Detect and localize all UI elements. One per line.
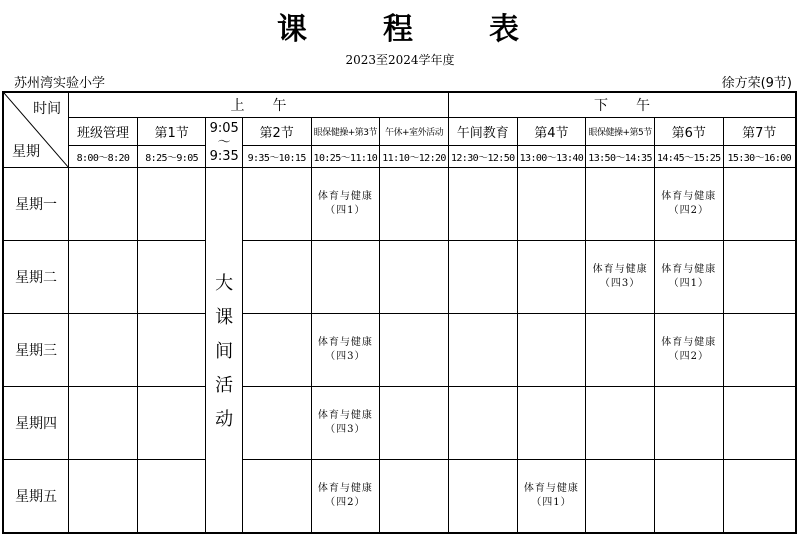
day-name: 星期四: [3, 387, 69, 460]
lesson-cell: [380, 314, 449, 387]
lesson-cell: [723, 241, 796, 314]
day-name: 星期五: [3, 460, 69, 534]
lesson-cell: [654, 460, 723, 534]
lesson-cell: [723, 387, 796, 460]
lesson-cell: [448, 241, 517, 314]
course-name: 体育与健康: [317, 191, 373, 202]
lesson-cell: [448, 168, 517, 241]
day-row: [3, 387, 796, 460]
lesson-cell: [517, 168, 586, 241]
timetable: [2, 91, 797, 534]
period-header: 第7节: [723, 118, 796, 146]
course-class: （四2）: [325, 497, 366, 508]
lesson-cell: [69, 387, 138, 460]
period-time: 14:45～15:25: [654, 146, 723, 168]
lesson-cell: [380, 460, 449, 534]
academic-year: 2023至2024学年度: [345, 53, 455, 67]
morning-header: 上 午: [69, 92, 449, 118]
lesson-cell: [586, 241, 655, 314]
school-name: 苏州湾实验小学: [14, 76, 106, 91]
lesson-cell: [311, 460, 380, 534]
teacher-name: 徐方荣(9节): [721, 76, 792, 91]
period-header: 午间教育: [448, 118, 517, 146]
lesson-cell: [723, 460, 796, 534]
big-break-activity: 大 课 间 活 动: [206, 168, 242, 534]
lesson-cell: [654, 241, 723, 314]
lesson-cell: [311, 168, 380, 241]
lesson-cell: [723, 314, 796, 387]
period-header: 班级管理: [69, 118, 138, 146]
lesson-cell: [586, 168, 655, 241]
lesson-cell: [242, 387, 311, 460]
lesson-cell: [380, 241, 449, 314]
course-name: 体育与健康: [661, 264, 717, 275]
period-header: 眼保健操+第5节: [586, 118, 655, 146]
period-time: 8:00～8:20: [69, 146, 138, 168]
time-label: 时间: [33, 101, 62, 117]
lesson-cell: [517, 241, 586, 314]
lesson-cell: [311, 241, 380, 314]
period-time: 13:00～13:40: [517, 146, 586, 168]
period-time: 12:30～12:50: [448, 146, 517, 168]
period-time: 13:50～14:35: [586, 146, 655, 168]
period-header: 眼保健操+第3节: [311, 118, 380, 146]
title-char: 课: [277, 12, 311, 47]
course-class: （四1）: [668, 278, 709, 289]
lesson-cell: [654, 168, 723, 241]
lesson-cell: [69, 314, 138, 387]
lesson-cell: [242, 168, 311, 241]
period-time: 10:25～11:10: [311, 146, 380, 168]
lesson-cell: [137, 314, 206, 387]
period-header: 第6节: [654, 118, 723, 146]
course-class: （四3）: [325, 424, 366, 435]
course-name: 体育与健康: [661, 337, 717, 348]
lesson-cell: [380, 387, 449, 460]
lesson-cell: [448, 460, 517, 534]
title-char: 表: [489, 12, 523, 47]
day-name: 星期二: [3, 241, 69, 314]
lesson-cell: [517, 460, 586, 534]
course-name: 体育与健康: [317, 337, 373, 348]
title-char: 程: [383, 12, 417, 47]
period-header: 第1节: [137, 118, 206, 146]
lesson-cell: [69, 460, 138, 534]
break-time-header: 9:05 ～ 9:35: [206, 118, 242, 168]
lesson-cell: [586, 314, 655, 387]
day-name: 星期三: [3, 314, 69, 387]
day-row: [3, 241, 796, 314]
day-row: [3, 314, 796, 387]
course-class: （四2）: [668, 205, 709, 216]
lesson-cell: [311, 387, 380, 460]
lesson-cell: [69, 241, 138, 314]
lesson-cell: [137, 460, 206, 534]
lesson-cell: [654, 387, 723, 460]
period-header: 第2节: [242, 118, 311, 146]
lesson-cell: [448, 314, 517, 387]
course-class: （四3）: [325, 351, 366, 362]
course-class: （四2）: [668, 351, 709, 362]
lesson-cell: [137, 387, 206, 460]
period-time: 8:25～9:05: [137, 146, 206, 168]
lesson-cell: [137, 168, 206, 241]
page-title: [0, 4, 800, 48]
course-class: （四1）: [325, 205, 366, 216]
lesson-cell: [69, 168, 138, 241]
lesson-cell: [380, 168, 449, 241]
lesson-cell: [242, 314, 311, 387]
course-name: 体育与健康: [317, 483, 373, 494]
lesson-cell: [517, 314, 586, 387]
lesson-cell: [586, 460, 655, 534]
period-header: 午休+室外活动: [380, 118, 449, 146]
lesson-cell: [586, 387, 655, 460]
lesson-cell: [723, 168, 796, 241]
course-class: （四3）: [599, 278, 641, 289]
lesson-cell: [311, 314, 380, 387]
day-name: 星期一: [3, 168, 69, 241]
course-name: 体育与健康: [317, 410, 373, 421]
lesson-cell: [448, 387, 517, 460]
course-class: （四1）: [531, 497, 572, 508]
course-name: 体育与健康: [523, 483, 579, 494]
period-time: 15:30～16:00: [723, 146, 796, 168]
period-time: 9:35～10:15: [242, 146, 311, 168]
period-header: 第4节: [517, 118, 586, 146]
afternoon-header: 下 午: [448, 92, 796, 118]
corner-header: [3, 92, 69, 168]
weekday-label: 星期: [12, 144, 40, 160]
lesson-cell: [242, 460, 311, 534]
lesson-cell: [242, 241, 311, 314]
lesson-cell: [137, 241, 206, 314]
course-name: 体育与健康: [592, 264, 648, 275]
lesson-cell: [654, 314, 723, 387]
day-row: [3, 168, 796, 241]
lesson-cell: [517, 387, 586, 460]
course-name: 体育与健康: [661, 191, 717, 202]
period-time: 11:10～12:20: [380, 146, 449, 168]
day-row: [3, 460, 796, 534]
